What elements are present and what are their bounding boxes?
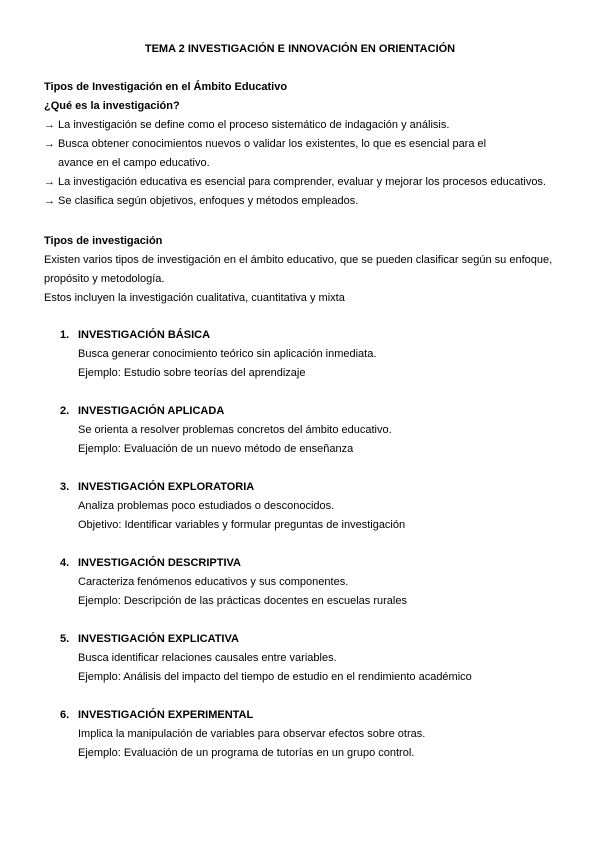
item-number: 6. <box>60 709 70 721</box>
item-description: Busca identificar relaciones causales entre variables. <box>78 652 337 664</box>
item-description: Se orienta a resolver problemas concretos del ámbito educativo. <box>78 424 392 436</box>
item-description: Caracteriza fenómenos educativos y sus componentes. <box>78 576 349 588</box>
item-description: Busca generar conocimiento teórico sin aplicación inmediata. <box>78 348 377 360</box>
item-description: Analiza problemas poco estudiados o desconocidos. <box>78 500 335 512</box>
item-title: INVESTIGACIÓN APLICADA <box>78 405 225 417</box>
item-title: INVESTIGACIÓN EXPERIMENTAL <box>78 709 254 721</box>
item-title: INVESTIGACIÓN EXPLICATIVA <box>78 633 239 645</box>
intro-bullet: → La investigación educativa es esencial para comprender, evaluar y mejorar los procesos educativos. <box>44 176 546 188</box>
item-example: Ejemplo: Evaluación de un programa de tutorías en un grupo control. <box>78 747 415 759</box>
intro-bullet-continuation: avance en el campo educativo. <box>58 157 210 169</box>
intro-section <box>44 78 564 211</box>
intro-bullet: → Busca obtener conocimientos nuevos o validar los existentes, lo que es esencial para el <box>44 138 487 150</box>
list-item <box>60 706 560 763</box>
types-paragraph-line: Existen varios tipos de investigación en el ámbito educativo, que se pueden clasificar según su enfoque, <box>44 254 553 266</box>
intro-question: ¿Qué es la investigación? <box>44 100 180 112</box>
item-description: Implica la manipulación de variables para observar efectos sobre otras. <box>78 728 426 740</box>
list-item <box>60 630 560 687</box>
intro-bullet: → Se clasifica según objetivos, enfoques y métodos empleados. <box>44 195 359 207</box>
intro-bullet: → La investigación se define como el proceso sistemático de indagación y análisis. <box>44 119 450 131</box>
list-item <box>60 402 560 459</box>
list-item <box>60 554 560 611</box>
research-types-list <box>60 326 560 782</box>
item-example: Objetivo: Identificar variables y formular preguntas de investigación <box>78 519 406 531</box>
item-title: INVESTIGACIÓN DESCRIPTIVA <box>78 557 241 569</box>
list-item <box>60 326 560 383</box>
item-example: Ejemplo: Estudio sobre teorías del aprendizaje <box>78 367 306 379</box>
types-paragraph-line: Estos incluyen la investigación cualitativa, cuantitativa y mixta <box>44 292 345 304</box>
intro-heading: Tipos de Investigación en el Ámbito Educativo <box>44 81 288 93</box>
list-item <box>60 478 560 535</box>
item-example: Ejemplo: Análisis del impacto del tiempo de estudio en el rendimiento académico <box>78 671 472 683</box>
types-heading: Tipos de investigación <box>44 235 163 247</box>
item-number: 5. <box>60 633 70 645</box>
item-number: 1. <box>60 329 70 341</box>
item-number: 3. <box>60 481 70 493</box>
document-title: TEMA 2 INVESTIGACIÓN E INNOVACIÓN EN ORIENTACIÓN <box>144 43 456 55</box>
item-title: INVESTIGACIÓN EXPLORATORIA <box>78 481 255 493</box>
item-example: Ejemplo: Evaluación de un nuevo método de enseñanza <box>78 443 354 455</box>
types-paragraph-line: propósito y metodología. <box>44 273 165 285</box>
item-example: Ejemplo: Descripción de las prácticas docentes en escuelas rurales <box>78 595 407 607</box>
item-title: INVESTIGACIÓN BÁSICA <box>78 329 211 341</box>
item-number: 2. <box>60 405 70 417</box>
types-section <box>44 232 564 308</box>
item-number: 4. <box>60 557 70 569</box>
